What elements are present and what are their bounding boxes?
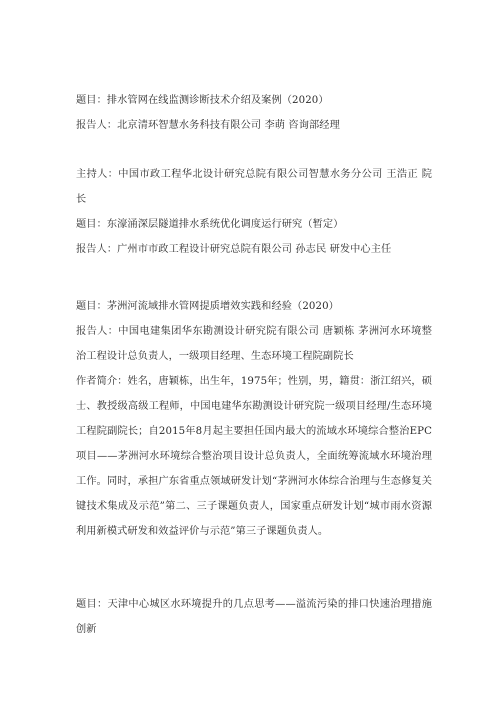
author-bio: 作者简介：姓名，唐颖栋，出生年，1975年；性别，男，籍贯：浙江绍兴，硕士、教授级高级工程师，中国电建华东勘测设计研究院一级项目经理/生态环境工程院副院长；自2015年8月起主要担任国内最大的流域水环境综合整治EPC项目——茅洲河水环境综合整治项目设计总负责人，全面统筹流域水环境治理工作。同时，承担广东省重点领域研发计划“茅洲河水体综合治理与生态修复关键技术集成及示范”第二、三子课题负责人，国家重点研发计划“城市雨水资源利用新模式研发和效益评价与示范”第三子课题负责人。 bbox=[76, 376, 432, 537]
section-1 bbox=[76, 88, 432, 138]
reporter-line: 报告人：北京清环智慧水务科技有限公司 李萌 咨询部经理 bbox=[76, 120, 340, 131]
topic-line: 题目：东濠涌深层隧道排水系统优化调度运行研究（暂定） bbox=[76, 219, 344, 230]
topic-line: 题目：茅洲河流域排水管网提质增效实践和经验（2020） bbox=[76, 301, 339, 312]
reporter-line: 报告人：中国电建集团华东勘测设计研究院有限公司 唐颖栋 茅洲河水环境整治工程设计总负责人，一级项目经理、生态环境工程院副院长 bbox=[76, 326, 432, 362]
reporter-line: 报告人：广州市市政工程设计研究总院有限公司 孙志民 研发中心主任 bbox=[76, 244, 392, 255]
topic-line: 题目：排水管网在线监测诊断技术介绍及案例（2020） bbox=[76, 95, 329, 106]
host-line: 主持人：中国市政工程华北设计研究总院有限公司智慧水务分公司 王浩正 院长 bbox=[76, 169, 432, 205]
topic-line: 题目：天津中心城区水环境提升的几点思考——溢流污染的排口快速治理措施创新 bbox=[76, 599, 432, 635]
section-3 bbox=[76, 294, 432, 544]
section-2 bbox=[76, 162, 432, 262]
section-4 bbox=[76, 592, 432, 642]
